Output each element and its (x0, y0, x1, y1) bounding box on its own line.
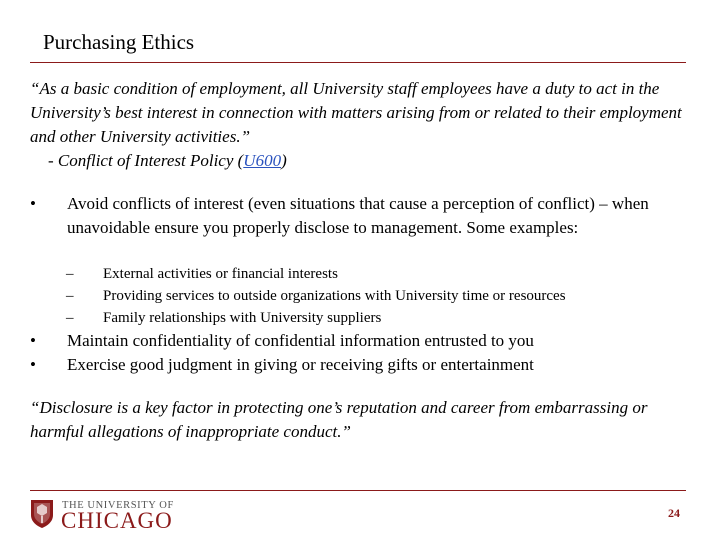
sub-marker: – (66, 266, 74, 282)
policy-attribution (30, 151, 287, 170)
slide-title: Purchasing Ethics (43, 30, 195, 54)
title-divider (30, 62, 686, 63)
bullet-marker: • (30, 194, 36, 213)
bullet-text: Exercise good judgment in giving or receiving gifts or entertainment (67, 355, 534, 374)
university-crest-icon (30, 499, 54, 529)
attribution-suffix: ) (281, 151, 287, 170)
sub-marker: – (66, 288, 74, 304)
bullet-text: Avoid conflicts of interest (even situations that cause a perception of conflict) – when unavoidable ensure you properly disclose to management. Some examples: (67, 194, 649, 237)
sub-text: Family relationships with University suppliers (103, 310, 382, 326)
bullet-marker: • (30, 331, 36, 350)
sub-text: Providing services to outside organizations with University time or resources (103, 288, 566, 304)
sub-text: External activities or financial interests (103, 266, 338, 282)
policy-u600-link[interactable]: U600 (243, 151, 282, 170)
policy-quote (30, 77, 690, 173)
bullet-text: Maintain confidentiality of confidential information entrusted to you (67, 331, 534, 350)
logo-line2: CHICAGO (61, 508, 173, 533)
logo-line1: THE UNIVERSITY OF (62, 500, 174, 511)
attribution-prefix: - Conflict of Interest Policy ( (48, 151, 244, 170)
disclosure-quote: “Disclosure is a key factor in protecting one’s reputation and career from embarrassing or harmful allegations of inappropriate conduct.” (30, 398, 648, 441)
footer-divider (30, 490, 686, 491)
university-logo (30, 497, 190, 533)
page-number: 24 (668, 506, 680, 520)
sub-marker: – (66, 310, 74, 326)
policy-quote-text: “As a basic condition of employment, all University staff employees have a duty to act in the University’s best interest in connection with matters arising from or related to their employment and other University activities.” (30, 79, 682, 146)
bullet-marker: • (30, 355, 36, 374)
